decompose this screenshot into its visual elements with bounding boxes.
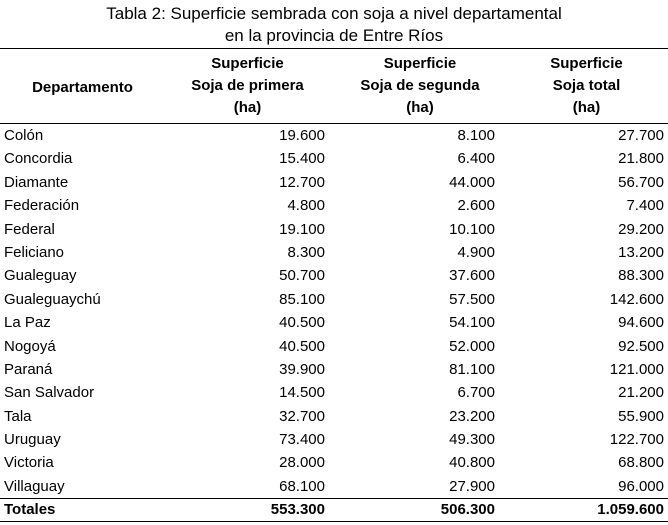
table-title-line-1: Tabla 2: Superficie sembrada con soja a nivel departamental xyxy=(106,4,562,23)
cell-soja-primera: 28.000 xyxy=(279,454,325,472)
cell-soja-primera: 50.700 xyxy=(279,267,325,285)
header-soja-total-line-1: Superficie xyxy=(550,55,623,72)
cell-soja-total: 88.300 xyxy=(618,267,664,285)
header-departamento-label: Departamento xyxy=(32,79,133,96)
top-rule xyxy=(0,48,668,49)
cell-departamento: Victoria xyxy=(4,454,54,472)
cell-soja-primera: 40.500 xyxy=(279,337,325,355)
table-body xyxy=(0,124,668,498)
cell-soja-segunda: 4.900 xyxy=(457,243,495,261)
cell-soja-total: 142.600 xyxy=(609,290,664,308)
totals-row xyxy=(0,499,668,521)
table-row xyxy=(0,147,668,170)
cell-departamento: Paraná xyxy=(4,360,53,378)
cell-soja-primera: 4.800 xyxy=(287,197,325,215)
cell-departamento: Federación xyxy=(4,197,80,215)
cell-soja-total: 56.700 xyxy=(618,173,664,191)
table-row xyxy=(0,475,668,498)
bottom-rule xyxy=(0,521,668,522)
cell-soja-total: 96.000 xyxy=(618,477,664,495)
cell-departamento: Colón xyxy=(4,127,44,144)
cell-departamento: Federal xyxy=(4,220,55,238)
cell-soja-segunda: 27.900 xyxy=(449,477,495,495)
cell-soja-primera: 68.100 xyxy=(279,477,325,495)
cell-soja-total: 21.800 xyxy=(618,150,664,168)
table-row xyxy=(0,218,668,241)
cell-soja-primera: 15.400 xyxy=(279,150,325,168)
cell-soja-segunda: 44.000 xyxy=(449,173,495,191)
cell-soja-primera: 40.500 xyxy=(279,314,325,332)
cell-soja-primera: 14.500 xyxy=(279,384,325,402)
cell-departamento: Nogoyá xyxy=(4,337,56,355)
cell-soja-primera: 32.700 xyxy=(279,407,325,425)
header-soja-primera xyxy=(165,53,330,119)
table-row xyxy=(0,381,668,404)
cell-departamento: Gualeguaychú xyxy=(4,290,101,308)
table-row xyxy=(0,451,668,474)
cell-soja-segunda: 57.500 xyxy=(449,290,495,308)
header-soja-primera-line-3: (ha) xyxy=(233,99,262,116)
cell-soja-total: 68.800 xyxy=(618,454,664,472)
cell-soja-segunda: 54.100 xyxy=(449,314,495,332)
table-row xyxy=(0,428,668,451)
table-row xyxy=(0,264,668,287)
cell-soja-primera: 85.100 xyxy=(279,290,325,308)
cell-departamento: Gualeguay xyxy=(4,267,77,285)
total-soja-segunda: 506.300 xyxy=(440,501,495,518)
cell-soja-total: 121.000 xyxy=(609,360,664,378)
cell-soja-primera: 12.700 xyxy=(279,173,325,191)
cell-soja-total: 21.200 xyxy=(618,384,664,402)
cell-soja-total: 7.400 xyxy=(626,197,664,215)
cell-soja-segunda: 37.600 xyxy=(449,267,495,285)
header-soja-segunda-line-3: (ha) xyxy=(406,99,434,116)
header-soja-total xyxy=(505,53,668,119)
table-row xyxy=(0,241,668,264)
cell-soja-primera: 39.900 xyxy=(279,360,325,378)
table-title xyxy=(0,0,668,47)
cell-soja-total: 94.600 xyxy=(618,314,664,332)
cell-soja-segunda: 49.300 xyxy=(449,431,495,449)
cell-soja-segunda: 6.700 xyxy=(457,384,495,402)
header-soja-segunda xyxy=(335,53,505,119)
table-row xyxy=(0,358,668,381)
total-soja-primera: 553.300 xyxy=(270,501,325,518)
cell-departamento: Villaguay xyxy=(4,477,65,495)
header-soja-segunda-line-1: Superficie xyxy=(383,55,457,72)
cell-soja-segunda: 40.800 xyxy=(449,454,495,472)
cell-soja-segunda: 23.200 xyxy=(449,407,495,425)
cell-soja-total: 29.200 xyxy=(618,220,664,238)
header-departamento xyxy=(0,77,165,99)
cell-soja-total: 55.900 xyxy=(618,407,664,425)
cell-soja-total: 122.700 xyxy=(609,431,664,449)
cell-soja-primera: 73.400 xyxy=(279,431,325,449)
total-soja-total: 1.059.600 xyxy=(597,501,664,518)
cell-soja-segunda: 6.400 xyxy=(457,150,495,168)
cell-departamento: Tala xyxy=(4,407,32,425)
table-row xyxy=(0,405,668,428)
header-soja-total-line-2: Soja total xyxy=(552,77,621,94)
table-row xyxy=(0,335,668,358)
cell-soja-segunda: 52.000 xyxy=(449,337,495,355)
cell-soja-segunda: 2.600 xyxy=(457,197,495,215)
cell-soja-segunda: 8.100 xyxy=(457,127,495,144)
cell-soja-total: 92.500 xyxy=(618,337,664,355)
cell-departamento: San Salvador xyxy=(4,384,95,402)
cell-soja-primera: 19.600 xyxy=(279,127,325,144)
cell-departamento: La Paz xyxy=(4,314,51,332)
header-soja-segunda-line-2: Soja de segunda xyxy=(360,77,480,94)
cell-departamento: Uruguay xyxy=(4,431,61,449)
header-soja-total-line-3: (ha) xyxy=(572,99,601,116)
cell-soja-primera: 19.100 xyxy=(279,220,325,238)
cell-soja-total: 13.200 xyxy=(618,243,664,261)
table-title-line-2: en la provincia de Entre Ríos xyxy=(224,26,444,45)
totals-label: Totales xyxy=(4,501,56,518)
header-soja-primera-line-1: Superficie xyxy=(211,55,284,72)
table-row xyxy=(0,288,668,311)
table-row xyxy=(0,311,668,334)
cell-soja-total: 27.700 xyxy=(618,127,664,144)
table-row xyxy=(0,194,668,217)
cell-departamento: Feliciano xyxy=(4,243,65,261)
header-soja-primera-line-2: Soja de primera xyxy=(191,77,304,94)
cell-departamento: Concordia xyxy=(4,150,73,168)
cell-soja-segunda: 81.100 xyxy=(449,360,495,378)
table-row xyxy=(0,171,668,194)
table-row xyxy=(0,124,668,147)
table-header xyxy=(0,53,668,123)
cell-soja-segunda: 10.100 xyxy=(449,220,495,238)
cell-departamento: Diamante xyxy=(4,173,69,191)
cell-soja-primera: 8.300 xyxy=(287,243,325,261)
